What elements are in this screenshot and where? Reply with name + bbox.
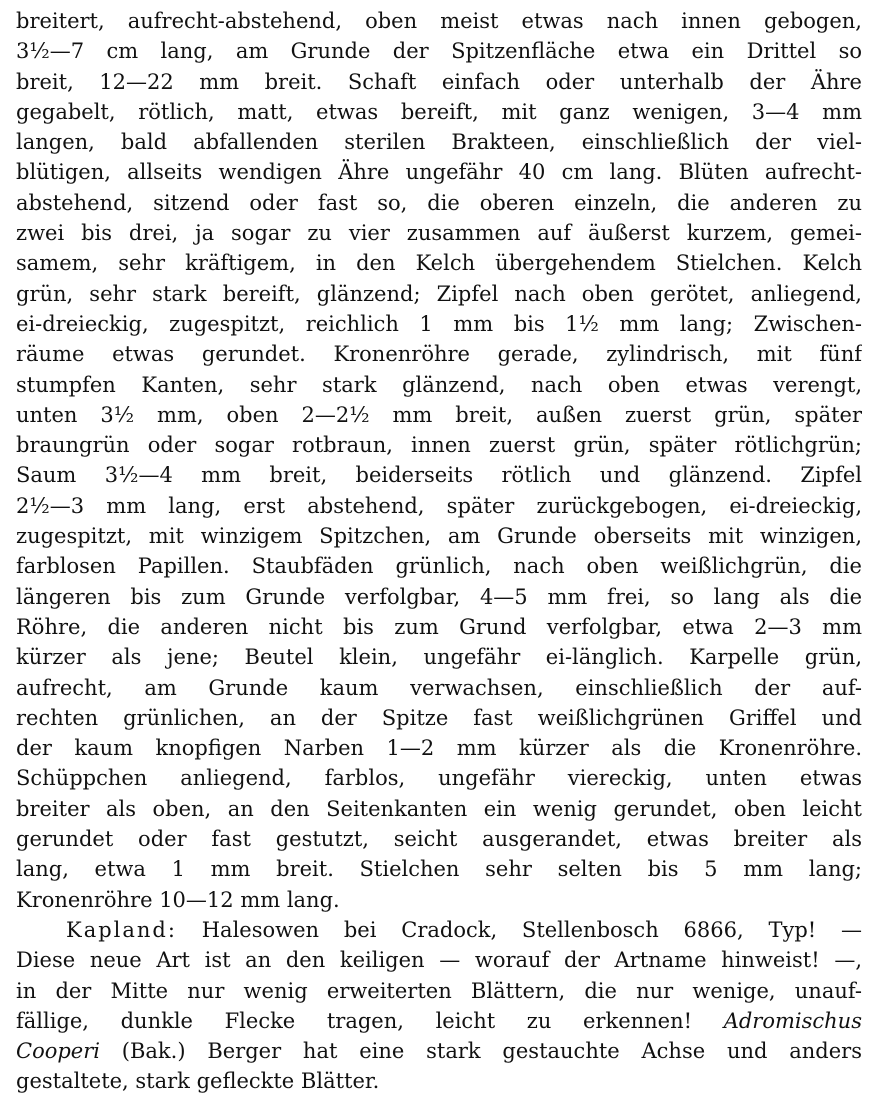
text-line: aufrecht, am Grunde kaum verwachsen, einschließlich der auf- bbox=[16, 675, 862, 700]
text-line: blütigen, allseits wendigen Ähre ungefähr 40 cm lang. Blüten aufrecht- bbox=[16, 160, 862, 185]
text-line: räume etwas gerundet. Kronenröhre gerade, zylindrisch, mit fünf bbox=[16, 342, 862, 367]
text-line: kürzer als jene; Beutel klein, ungefähr ei-länglich. Karpelle grün, bbox=[16, 645, 862, 670]
text-line: breit, 12—22 mm breit. Schaft einfach oder unterhalb der Ähre bbox=[16, 69, 862, 94]
locality-text: Halesowen bei Cradock, Stellenbosch 6866, Typ! — bbox=[176, 917, 862, 942]
text-segment: (Bak.) Berger hat eine stark gestauchte Achse und anders bbox=[99, 1039, 862, 1064]
text-line: breitert, aufrecht-abstehend, oben meist etwas nach innen gebogen, bbox=[16, 9, 862, 33]
text-line: gegabelt, rötlich, matt, etwas bereift, mit ganz wenigen, 3—4 mm bbox=[16, 99, 862, 124]
text-line bbox=[16, 915, 862, 945]
text-line: zugespitzt, mit winzigem Spitzchen, am Grunde oberseits mit winzigen, bbox=[16, 524, 862, 549]
description-paragraph bbox=[16, 6, 862, 915]
species-name: Cooperi bbox=[16, 1039, 100, 1064]
text-line: zwei bis drei, ja sogar zu vier zusammen auf äußerst kurzem, gemei- bbox=[16, 221, 862, 246]
text-line: braungrün oder sogar rotbraun, innen zuerst grün, später rötlichgrün; bbox=[16, 433, 862, 458]
text-line: 2½—3 mm lang, erst abstehend, später zurückgebogen, ei-dreieckig, bbox=[16, 493, 862, 518]
text-line bbox=[16, 1006, 862, 1036]
text-line: grün, sehr stark bereift, glänzend; Zipfel nach oben gerötet, anliegend, bbox=[16, 281, 862, 306]
locality-label: Kapland: bbox=[66, 917, 177, 942]
text-line: unten 3½ mm, oben 2—2½ mm breit, außen zuerst grün, später bbox=[16, 402, 862, 427]
text-line: gestaltete, stark gefleckte Blätter. bbox=[16, 1069, 380, 1094]
text-line: Saum 3½—4 mm breit, beiderseits rötlich und glänzend. Zipfel bbox=[16, 463, 862, 488]
text-line: Diese neue Art ist an den keiligen — worauf der Artname hinweist! —, bbox=[16, 948, 862, 973]
text-line: der kaum knopfigen Narben 1—2 mm kürzer als die Kronenröhre. bbox=[16, 736, 862, 761]
text-line: längeren bis zum Grunde verfolgbar, 4—5 mm frei, so lang als die bbox=[16, 584, 862, 609]
text-line: Röhre, die anderen nicht bis zum Grund verfolgbar, etwa 2—3 mm bbox=[16, 614, 862, 639]
text-line: rechten grünlichen, an der Spitze fast weißlichgrünen Griffel und bbox=[16, 705, 862, 730]
genus-name: Adromischus bbox=[723, 1008, 862, 1033]
text-line: in der Mitte nur wenig erweiterten Blättern, die nur wenige, unauf- bbox=[16, 978, 862, 1003]
text-line: breiter als oben, an den Seitenkanten ein wenig gerundet, oben leicht bbox=[16, 796, 862, 821]
document-page bbox=[16, 6, 862, 1097]
text-line: lang, etwa 1 mm breit. Stielchen sehr selten bis 5 mm lang; bbox=[16, 857, 862, 882]
text-line: gerundet oder fast gestutzt, seicht ausgerandet, etwas breiter als bbox=[16, 827, 862, 852]
text-segment: fällige, dunkle Flecke tragen, leicht zu erkennen! bbox=[16, 1008, 724, 1033]
text-line: 3½—7 cm lang, am Grunde der Spitzenfläche etwa ein Drittel so bbox=[16, 39, 862, 64]
text-line: farblosen Papillen. Staubfäden grünlich, nach oben weißlichgrün, die bbox=[16, 554, 862, 579]
text-line: abstehend, sitzend oder fast so, die oberen einzeln, die anderen zu bbox=[16, 190, 862, 215]
text-line: langen, bald abfallenden sterilen Brakteen, einschließlich der viel- bbox=[16, 130, 862, 155]
text-line: ei-dreieckig, zugespitzt, reichlich 1 mm bis 1½ mm lang; Zwischen- bbox=[16, 311, 862, 336]
text-line bbox=[16, 1036, 862, 1066]
locality-paragraph bbox=[16, 915, 862, 1097]
text-line: stumpfen Kanten, sehr stark glänzend, nach oben etwas verengt, bbox=[16, 372, 862, 397]
text-line: Kronenröhre 10—12 mm lang. bbox=[16, 887, 340, 912]
text-line: samem, sehr kräftigem, in den Kelch übergehendem Stielchen. Kelch bbox=[16, 251, 862, 276]
text-line: Schüppchen anliegend, farblos, ungefähr viereckig, unten etwas bbox=[16, 766, 862, 791]
